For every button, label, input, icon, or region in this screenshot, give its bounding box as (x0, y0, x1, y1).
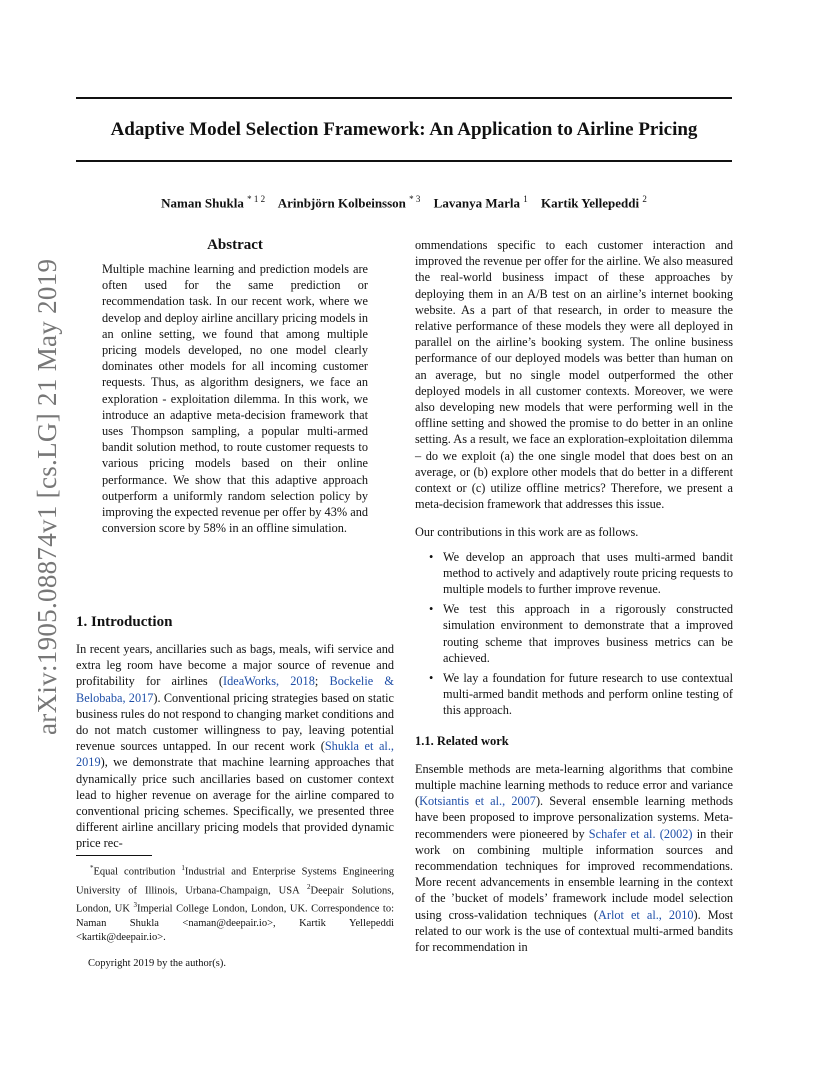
related-work-heading: 1.1. Related work (415, 733, 509, 748)
introduction-paragraph: In recent years, ancillaries such as bags, meals, wifi service and extra leg room have become a major source of revenue and profitability for airlines (IdeaWorks, 2018; Bockelie & Belobaba, 2017). Conventional pricing strategies based on static business rules do not respond to changing market conditions and do not match customer willingness to pay, leaving potential revenue sources untapped. In our recent work (Shukla et al., 2019), we demonstrate that machine learning approaches that dynamically price such ancillaries based on customer context lead to higher revenue on average for the airline compared to conventional pricing schemes. Specifically, we presented three different airline ancillary pricing models that provided dynamic price rec- (76, 642, 394, 851)
footnote-rule (76, 855, 152, 856)
abstract-text: Multiple machine learning and prediction models are often used for the same prediction or recommendation task. In our recent work, where we develop and deploy airline ancillary pricing models in an online setting, we found that among multiple pricing models developed, no one model clearly dominates other models for all incoming customer requests. Thus, as algorithm designers, we face an exploration - exploitation dilemma. In this work, we introduce an adaptive meta-decision framework that uses Thompson sampling, a popular multi-armed bandit solution method, to route customer requests to various pricing models based on their online performance. We show that this adaptive approach outperform a uniformly random selection policy by improving the expected revenue per offer by 43% and conversion score by 58% in an offline simulation. (102, 262, 369, 536)
list-item: • We lay a foundation for future research to use contextual multi-armed bandit methods and perform online testing of this approach. (429, 671, 733, 718)
affiliation-footnote: *Equal contribution $^1$Industrial and Enterprise Systems Engineering University of Illinois, Urbana-Champaign, USA $^2$Deepair Solutions, London, UK $^3$Imperial College London, London, UK. Correspondence to: Naman Shukla <naman@deepair.io>, Kartik Yellepeddi <kartik@deepair.io>. (76, 864, 395, 943)
arxiv-identifier: arXiv:1905.08874v1 [cs.LG] 21 May 2019 (32, 258, 62, 735)
author-affiliation-mark: 2 (642, 194, 647, 204)
bullet-icon: • (429, 602, 434, 617)
contributions-list (415, 549, 733, 719)
citation-link[interactable]: Arlot et al., 2010 (597, 907, 694, 922)
author-list (76, 190, 732, 212)
list-item: • We develop an approach that uses multi-armed bandit method to actively and adaptively route pricing requests to multiple models to further improve revenue. (429, 549, 733, 597)
author-name: Lavanya Marla (433, 195, 520, 211)
title-rule-top (76, 97, 732, 99)
paper-title: Adaptive Model Selection Framework: An Application to Airline Pricing (110, 119, 698, 140)
abstract-heading: Abstract (207, 237, 263, 253)
title-rule-bottom (76, 160, 732, 162)
citation-link[interactable]: Schafer et al. (2002) (588, 826, 693, 841)
list-item: • We test this approach in a rigorously constructed simulation environment to demonstrate that a improved routing scheme that improves business metrics can be achieved. (429, 602, 733, 665)
bullet-icon: • (429, 671, 434, 686)
author-affiliation-mark: 1 (523, 194, 528, 204)
citation-link[interactable]: Kotsiantis et al., 2007 (419, 794, 536, 809)
related-work-paragraph: Ensemble methods are meta-learning algorithms that combine multiple machine learning methods to reduce error and variance (Kotsiantis et al., 2007). Several ensemble learning methods have been proposed to improve personalization systems. Meta-recommenders were pioneered by Schafer et al. (2002) in their work on combining multiple information sources and recommendation techniques for improved recommendations. More recent advancements in ensemble learning in the context of the ’bucket of models’ framework include model selection using cross-validation techniques (Arlot et al., 2010). Most related to our work is the use of contextual multi-armed bandits for recommendation in (415, 761, 734, 954)
contributions-intro: Our contributions in this work are as follows. (415, 525, 639, 540)
author-name: Kartik Yellepeddi (540, 195, 640, 211)
author-affiliation-mark: * 3 (409, 194, 421, 204)
citation-link[interactable]: Bockelie & Belobaba, 2017 (76, 674, 394, 705)
left-column (76, 235, 395, 969)
introduction-heading: 1. Introduction (76, 614, 173, 630)
author-affiliation-mark: * 1 2 (247, 194, 266, 204)
intro-continued-paragraph: ommendations specific to each customer interaction and improved the revenue per offer for the airline. We also measured the real-world business impact of these approaches by deploying them in an A/B test on an airline’s internet booking website. As a part of that research, in order to measure the relative performance of these models they were all deployed in parallel on the airline’s booking system. The online business performance of our deployed models was better than human on an average, but no single model outperformed the other deployed models in all customer contexts. Moreover, we were also developing new models that were performing well in the offline setting and showed the promise to do better in an online setting. As a result, we face an exploration-exploitation dilemma – do we exploit (a) the one single model that does best on an average, or (b) explore other models that do better in a different context or (c) utilize offline metrics? Therefore, we present a meta-decision framework that addresses this issue. (415, 238, 733, 512)
citation-link[interactable]: Shukla et al., 2019 (76, 739, 394, 770)
right-column (415, 237, 733, 955)
author-name: Naman Shukla (161, 195, 244, 211)
citation-link[interactable]: IdeaWorks, 2018 (223, 674, 315, 689)
author-name: Arinbjörn Kolbeinsson (277, 195, 406, 211)
bullet-icon: • (429, 549, 434, 564)
copyright-notice: Copyright 2019 by the author(s). (88, 958, 226, 969)
